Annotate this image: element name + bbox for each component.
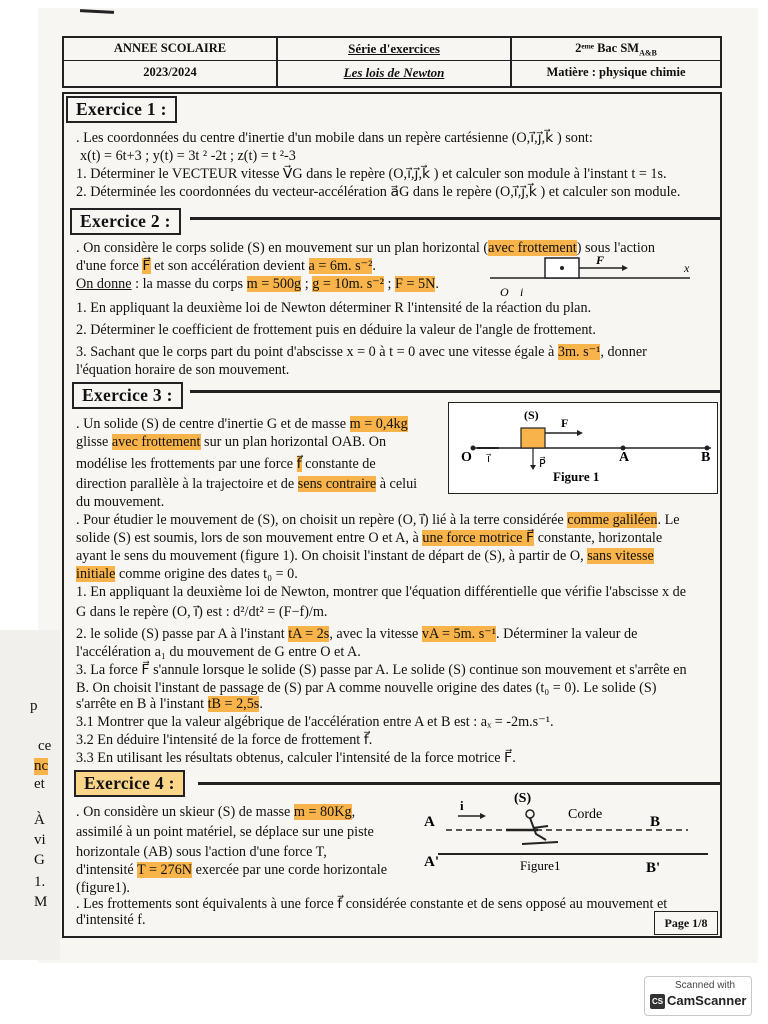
camscanner-logo-icon: CS [650,994,665,1009]
ex2-line3: On donne : la masse du corps m = 500g ; g = 10m. s⁻² ; F = 5N. [76,276,439,292]
ex3-q1-cont: G dans le repère (O, i⃗) est : d²/dt² = (F−f)/m. [76,604,328,620]
left-fragment: et [34,776,45,792]
ex4-line2: assimilé à un point matériel, se déplace sur une piste [76,824,374,840]
skier-head [526,810,534,818]
ex3-q32: 3.2 En déduire l'intensité de la force de frottement f⃗. [76,732,373,748]
series-cell [278,38,512,86]
year-cell [64,38,278,86]
ex3-label-S: (S) [524,408,539,422]
left-fragment: 1. [34,874,46,890]
left-page-edge [0,630,60,960]
ex3-p4: ayant le sens du mouvement (figure 1). On choisit l'instant de départ de (S), à partir de O, sans vitesse [76,548,654,564]
ex3-label-i: i⃗ [487,453,491,465]
level: 2ᵉᵐᵉ Bac SM [575,41,640,55]
ex2-q3-cont: l'équation horaire de son mouvement. [76,362,290,378]
ex2-label-O: O [500,285,509,299]
ex3-p1-line: . Un solide (S) de centre d'inertie G et de masse m = 0,4kg [76,416,408,432]
ex2-line1: . On considère le corps solide (S) en mouvement sur un plan horizontal (avec frottement) sous l'action [76,240,655,256]
ex3-p2: . Pour étudier le mouvement de (S), on choisit un repère (O, i⃗) lié à la terre considérée comme galiléen. Le [76,512,680,528]
left-fragment: nc [34,758,49,774]
ex2-q1: 1. En appliquant la deuxième loi de Newton déterminer R l'intensité de la réaction du plan. [76,300,592,316]
ex3-figure-svg [449,403,717,493]
ex3-p5: initiale comme origine des dates t₀ = 0. [76,566,298,582]
ex3-q2-cont: l'accélération a₁ du mouvement de G entre O et A. [76,644,361,660]
ex2-q3: 3. Sachant que le corps part du point d'abscisse x = 0 à t = 0 avec une vitesse égale à 3m. s⁻¹, donner [76,344,647,360]
ex3-caption: Figure 1 [553,469,600,484]
left-fragment: ce [38,738,52,754]
ex4-line7: d'intensité f. [76,912,146,928]
scanner-watermark [644,976,752,1016]
exercise1-title: Exercice 1 : [66,96,177,123]
series-subject: Les lois de Newton [343,65,445,80]
ex4-label-A: A [424,814,435,830]
ex3-q33: 3.3 En utilisant les résultats obtenus, calculer l'intensité de la force motrice F⃗. [76,750,516,766]
header-table [62,36,722,88]
ex3-label-P: P⃗ [539,458,546,470]
ex3-label-A: A [619,450,630,465]
ex4-line4: d'intensité T = 276N exercée par une corde horizontale [76,862,388,878]
exercise4-title: Exercice 4 : [74,770,185,797]
ex1-line: 1. Déterminer le VECTEUR vitesse V⃗G dans le repère (O,i⃗,j⃗,k⃗ ) et calculer son module à l'instant t = 1s. [76,166,667,182]
left-fragment: p [30,698,38,714]
ex3-label-F: F⃗ [561,416,578,430]
ex4-label-B2: B' [646,860,661,876]
ex3-q3-cont: B. On choisit l'instant de passage de (S) par A comme nouvelle origine des dates (t₀ = 0). Le solide (S) [76,680,657,696]
ex4-label-S: (S) [514,791,532,806]
ex4-line6: . Les frottements sont équivalents à une force f⃗ considérée constante et de sens opposé au mouvement et [76,896,668,912]
ex4-figure [418,788,718,880]
ex2-label-F: F⃗ [596,253,614,267]
left-fragment: M [34,894,48,910]
ex3-p1-line: glisse avec frottement sur un plan horizontal OAB. On [76,434,387,450]
left-fragment: À [34,812,45,828]
ex2-rule [190,217,720,220]
scanner-line1: Scanned with [675,980,736,991]
ex2-label-i: i⃗ [520,285,533,299]
ex3-q1: 1. En appliquant la deuxième loi de Newton, montrer que l'équation différentielle que vérifie l'abscisse x de [76,584,686,600]
series-label: Série d'exercices [348,41,440,56]
ex4-label-corde: Corde [568,807,603,822]
ex3-block [521,428,545,448]
ex3-p1-line: du mouvement. [76,494,165,510]
ex4-label-A2: A' [424,854,439,870]
ex2-q2: 2. Déterminer le coefficient de frottement puis en déduire la valeur de l'angle de frottement. [76,322,596,338]
exercise2-title: Exercice 2 : [70,208,181,235]
exercise3-title: Exercice 3 : [72,382,183,409]
ex1-line: . Les coordonnées du centre d'inertie d'un mobile dans un repère cartésienne (O,i⃗,j⃗,k⃗ ) sont: [76,130,593,146]
level-cell [512,38,720,86]
year-label: ANNEE SCOLAIRE [113,41,227,55]
ex3-q31: 3.1 Montrer que la valeur algébrique de l'accélération entre A et B est : aₓ = -2m.s⁻¹. [76,714,554,730]
ex2-figure [470,250,710,302]
ex4-rule [198,782,720,785]
left-fragment: vi [34,832,46,848]
ex1-line: 2. Déterminée les coordonnées du vecteur-accélération a⃗G dans le repère (O,i⃗,j⃗,k⃗ ) et calculer son module. [76,184,681,200]
ex2-line2: d'une force F⃗ et son accélération devient a = 6m. s⁻². [76,258,376,274]
scanner-line2: CamScanner [667,993,747,1008]
ex3-rule [190,390,720,393]
ex3-label-O: O [461,450,472,465]
matiere: Matière : physique chimie [546,65,686,79]
ex1-line: x(t) = 6t+3 ; y(t) = 3t ² -2t ; z(t) = t ²-3 [80,148,296,164]
ex3-q3-end: s'arrête en B à l'instant tB = 2,5s. [76,696,263,712]
ex3-label-B: B [701,450,711,465]
ex3-p1-line: direction parallèle à la trajectoire et de sens contraire à celui [76,476,418,492]
ex3-q3: 3. La force F⃗ s'annule lorsque le solide (S) passe par A. Le solide (S) continue son mouvement et s'arrête en [76,662,687,678]
ex4-line5: (figure1). [76,880,130,896]
ex3-p1-line: modélise les frottements par une force f⃗ constante de [76,456,376,472]
ex2-label-x: x [684,261,690,275]
ex3-q2: 2. le solide (S) passe par A à l'instant tA = 2s, avec la vitesse vA = 5m. s⁻¹. Déterminer la valeur de [76,626,638,642]
level-suffix: A&B [639,48,657,58]
page-number: Page 1/8 [654,911,718,935]
year-value: 2023/2024 [143,65,197,79]
left-fragment: G [34,852,45,868]
ex4-label-B: B [650,814,661,830]
ex4-line3: horizontale (AB) sous l'action d'une force T, [76,844,327,860]
ex4-caption: Figure1 [520,858,561,873]
ex4-label-i: i⃗ [460,798,474,813]
ex3-p3: solide (S) est soumis, lors de son mouvement entre O et A, à une force motrice F⃗ constante, horizontale [76,530,663,546]
ex3-figure [448,402,718,494]
ex4-line1: . On considère un skieur (S) de masse m = 80Kg, [76,804,356,820]
